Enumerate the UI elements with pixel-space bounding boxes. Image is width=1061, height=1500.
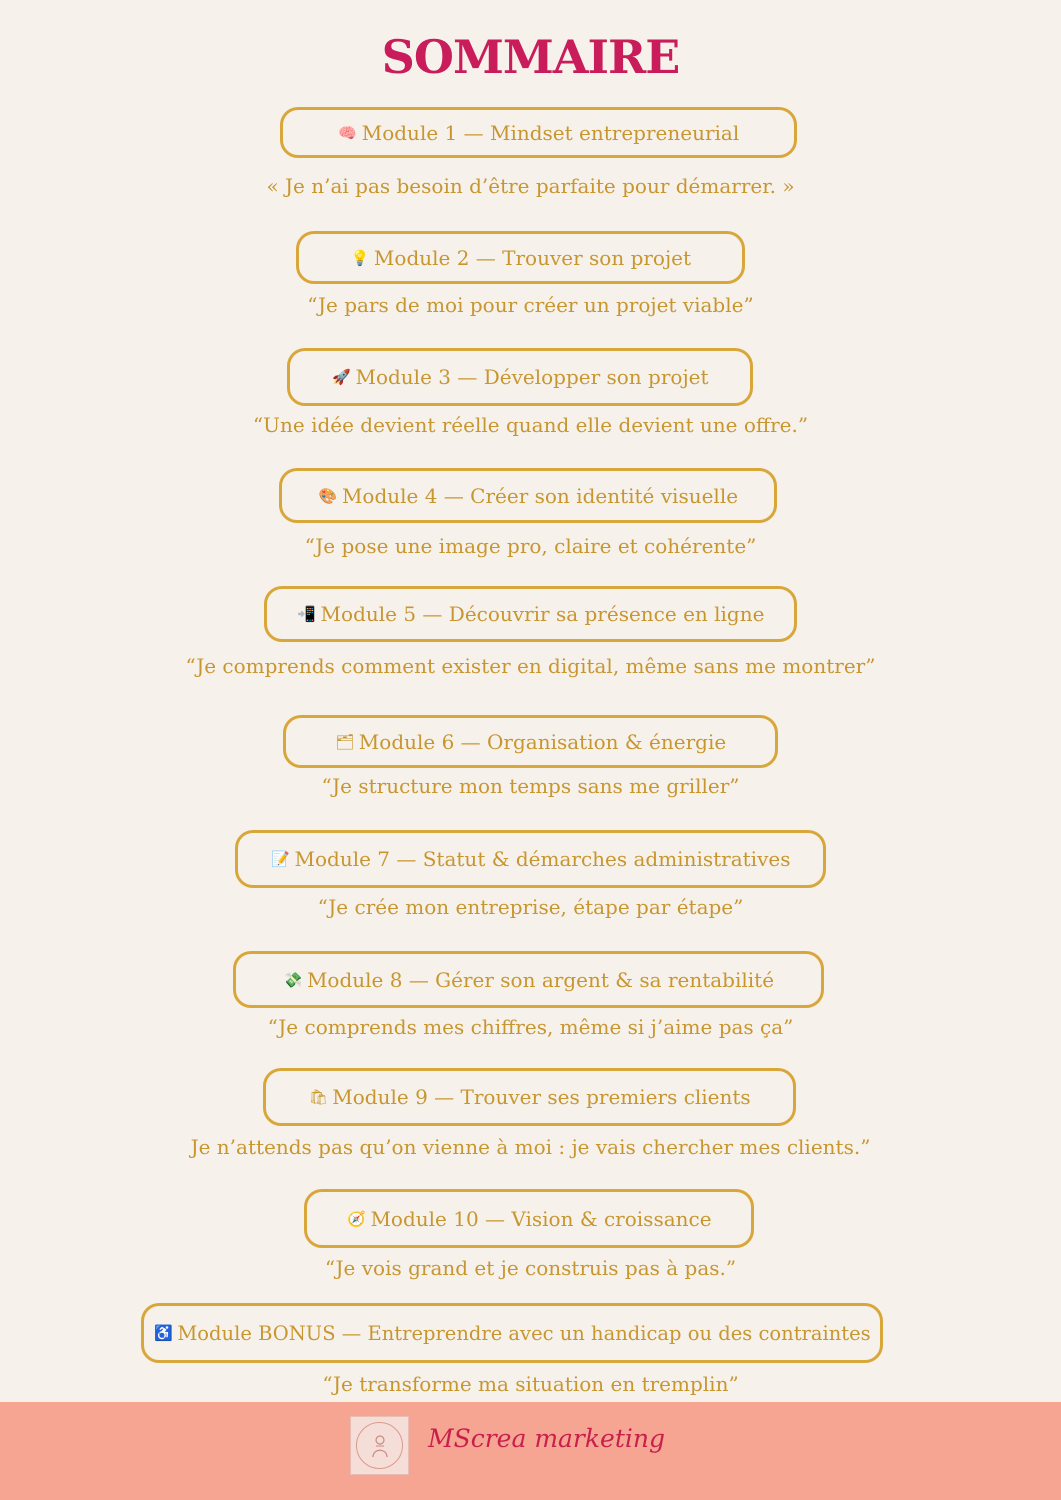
rocket-icon: 🚀 — [332, 368, 351, 386]
brand-logo-icon — [350, 1416, 409, 1475]
module-10-box — [304, 1189, 754, 1248]
memo-icon: 📝 — [271, 850, 290, 868]
module-6-label: Module 6 — Organisation & énergie — [358, 729, 727, 754]
footer-bar — [0, 1402, 1061, 1500]
module-8-quote: “Je comprends mes chiffres, même si j’aime pas ça” — [267, 1015, 794, 1039]
module-9-label: Module 9 — Trouver ses premiers clients — [332, 1085, 751, 1109]
module-3-quote: “Une idée devient réelle quand elle devient une offre.” — [252, 413, 809, 437]
module-1-label: Module 1 — Mindset entrepreneurial — [361, 120, 740, 145]
module-1-quote: « Je n’ai pas besoin d’être parfaite pour démarrer. » — [266, 174, 795, 198]
module-9-quote: Je n’attends pas qu’on vienne à moi : je vais chercher mes clients.” — [190, 1135, 871, 1159]
accessibility-icon: ♿ — [154, 1324, 173, 1342]
module-7-label: Module 7 — Statut & démarches administratives — [294, 847, 791, 871]
module-5-label: Module 5 — Découvrir sa présence en ligne — [320, 602, 765, 626]
compass-icon: 🧭 — [347, 1209, 366, 1228]
brain-icon: 🧠 — [338, 123, 358, 142]
lightbulb-icon: 💡 — [350, 248, 370, 267]
folder-icon: 🗂 — [335, 732, 355, 751]
money-icon: 💸 — [283, 970, 303, 989]
palette-icon: 🎨 — [318, 486, 338, 505]
module-3-box — [287, 348, 753, 406]
module-2-label: Module 2 — Trouver son projet — [373, 245, 692, 270]
module-4-quote: “Je pose une image pro, claire et cohérente” — [304, 534, 757, 558]
module-5-quote: “Je comprends comment exister en digital, même sans me montrer” — [185, 654, 876, 678]
module-7-quote: “Je crée mon entreprise, étape par étape” — [317, 895, 744, 919]
module-bonus-label: Module BONUS — Entreprendre avec un handicap ou des contraintes — [177, 1321, 871, 1345]
module-6-box — [283, 715, 778, 768]
brand-logo-figure-icon — [367, 1433, 393, 1459]
page-title: SOMMAIRE — [381, 30, 680, 84]
module-8-box — [233, 951, 824, 1008]
module-10-label: Module 10 — Vision & croissance — [370, 1206, 712, 1231]
module-bonus-box — [141, 1303, 883, 1363]
module-4-box — [279, 468, 777, 523]
module-5-box — [264, 586, 797, 642]
module-2-quote: “Je pars de moi pour créer un projet viable” — [307, 293, 754, 317]
module-6-quote: “Je structure mon temps sans me griller” — [321, 774, 740, 798]
module-10-quote: “Je vois grand et je construis pas à pas.” — [324, 1256, 737, 1280]
mobile-arrow-icon: 📲 — [297, 605, 316, 623]
module-1-box — [280, 107, 797, 158]
brand-name: MScrea marketing — [428, 1424, 665, 1453]
module-bonus-quote: “Je transforme ma situation en tremplin” — [322, 1372, 739, 1396]
module-9-box — [263, 1068, 796, 1126]
module-7-box — [235, 830, 826, 888]
brand-logo-emblem — [356, 1422, 403, 1469]
module-4-label: Module 4 — Créer son identité visuelle — [341, 483, 739, 508]
module-2-box — [296, 231, 745, 284]
module-3-label: Module 3 — Développer son projet — [355, 365, 709, 389]
shopping-bags-icon: 🛍 — [308, 1088, 328, 1106]
module-8-label: Module 8 — Gérer son argent & sa rentabilité — [306, 967, 775, 992]
